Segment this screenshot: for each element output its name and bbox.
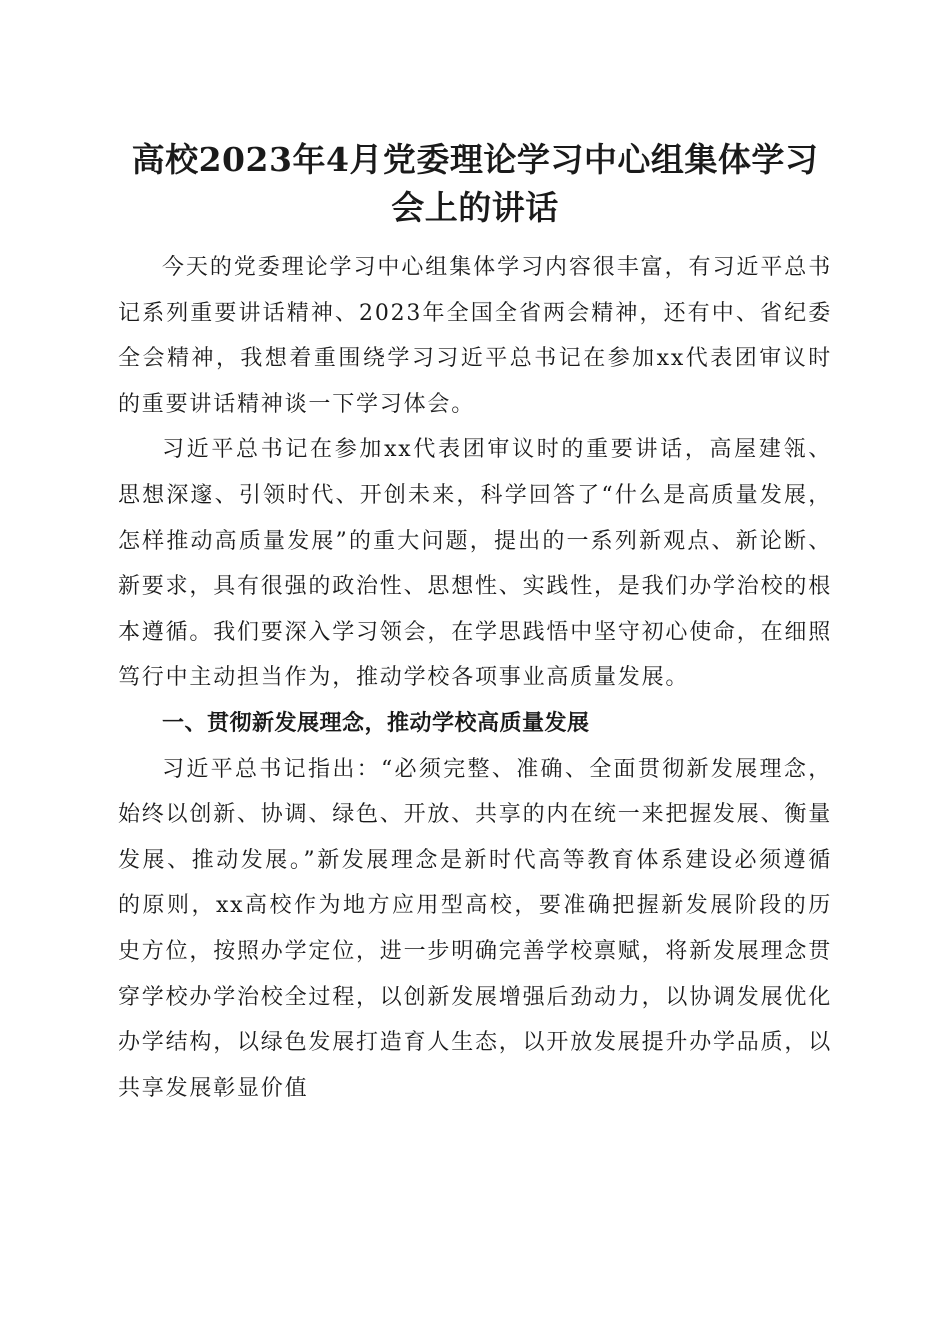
document-body bbox=[118, 245, 832, 1111]
document-title: 高校2023年4月党委理论学习中心组集体学习会上的讲话 bbox=[131, 140, 819, 227]
document-page bbox=[118, 0, 832, 1344]
section-heading: 一、贯彻新发展理念，推动学校高质量发展 bbox=[162, 710, 590, 736]
paragraph-speech-summary: 习近平总书记在参加xx代表团审议时的重要讲话，高屋建瓴、思想深邃、引领时代、开创未来，科学回答了“什么是高质量发展，怎样推动高质量发展”的重大问题，提出的一系列新观点、新论断、新要求，具有很强的政治性、思想性、实践性，是我们办学治校的根本遵循。我们要深入学习领会，在学思践悟中坚守初心使命，在细照笃行中主动担当作为，推动学校各项事业高质量发展。 bbox=[118, 437, 833, 691]
paragraph-intro: 今天的党委理论学习中心组集体学习内容很丰富，有习近平总书记系列重要讲话精神、2023年全国全省两会精神，还有中、省纪委全会精神，我想着重围绕学习习近平总书记在参加xx代表团审议时的重要讲话精神谈一下学习体会。 bbox=[118, 255, 832, 417]
paragraph-section-1: 习近平总书记指出：“必须完整、准确、全面贯彻新发展理念，始终以创新、协调、绿色、开放、共享的内在统一来把握发展、衡量发展、推动发展。”新发展理念是新时代高等教育体系建设必须遵循的原则，xx高校作为地方应用型高校，要准确把握新发展阶段的历史方位，按照办学定位，进一步明确完善学校禀赋，将新发展理念贯穿学校办学治校全过程，以创新发展增强后劲动力，以协调发展优化办学结构，以绿色发展打造育人生态，以开放发展提升办学品质，以共享发展彰显价值 bbox=[118, 756, 833, 1101]
